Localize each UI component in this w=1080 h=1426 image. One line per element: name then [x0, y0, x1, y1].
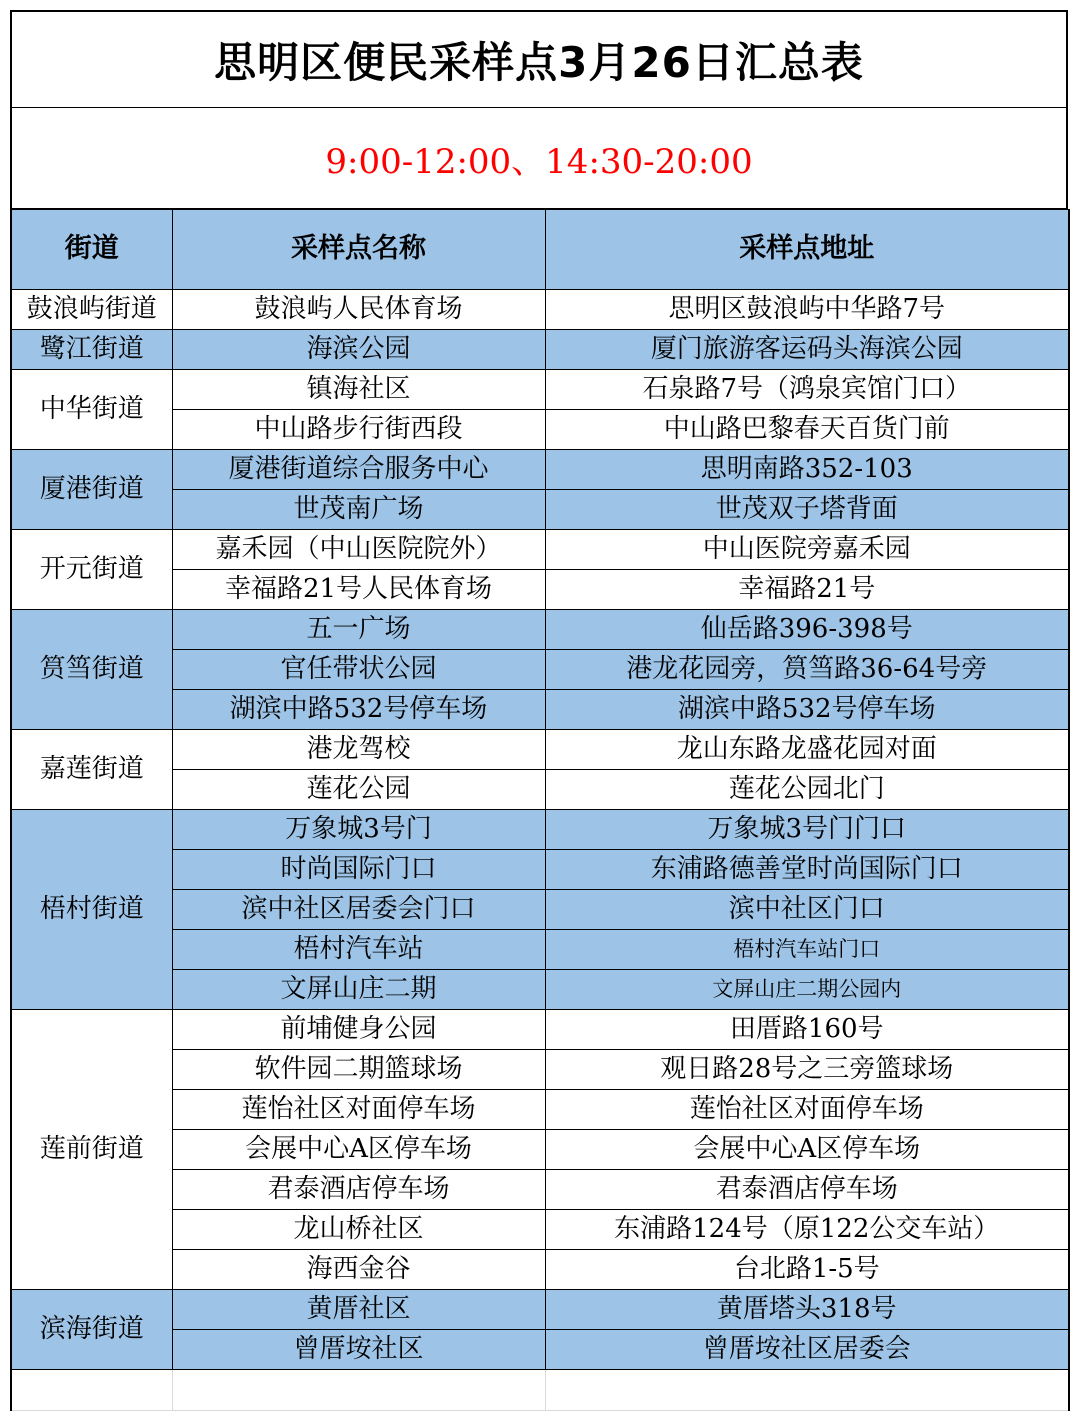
street-cell: 梧村街道 [11, 810, 172, 1010]
table-row [11, 290, 1069, 330]
site-name-cell: 港龙驾校 [172, 730, 545, 770]
site-address-cell: 田厝路160号 [545, 1010, 1069, 1050]
site-name-cell: 梧村汽车站 [172, 930, 545, 970]
empty-cell [545, 1370, 1069, 1411]
street-cell: 鹭江街道 [11, 330, 172, 370]
site-name-cell: 龙山桥社区 [172, 1210, 545, 1250]
street-cell: 厦港街道 [11, 450, 172, 530]
site-name-cell: 君泰酒店停车场 [172, 1170, 545, 1210]
empty-cell [11, 1370, 172, 1411]
site-address-cell: 厦门旅游客运码头海滨公园 [545, 330, 1069, 370]
site-address-cell: 莲怡社区对面停车场 [545, 1090, 1069, 1130]
table-row [11, 370, 1069, 410]
table-row [11, 730, 1069, 770]
site-address-cell: 仙岳路396-398号 [545, 610, 1069, 650]
header-row [11, 210, 1069, 290]
site-address-cell: 中山路巴黎春天百货门前 [545, 410, 1069, 450]
street-cell: 鼓浪屿街道 [11, 290, 172, 330]
site-name-cell: 厦港街道综合服务中心 [172, 450, 545, 490]
site-name-cell: 万象城3号门 [172, 810, 545, 850]
table-row [11, 810, 1069, 850]
site-name-cell: 莲花公园 [172, 770, 545, 810]
site-address-cell: 湖滨中路532号停车场 [545, 690, 1069, 730]
site-address-cell: 滨中社区门口 [545, 890, 1069, 930]
site-name-cell: 时尚国际门口 [172, 850, 545, 890]
site-address-cell: 曾厝垵社区居委会 [545, 1330, 1069, 1370]
table-row [11, 1010, 1069, 1050]
street-cell: 中华街道 [11, 370, 172, 450]
header-street: 街道 [11, 210, 172, 290]
site-address-cell: 台北路1-5号 [545, 1250, 1069, 1290]
site-address-cell: 东浦路德善堂时尚国际门口 [545, 850, 1069, 890]
street-cell: 莲前街道 [11, 1010, 172, 1290]
site-address-cell: 龙山东路龙盛花园对面 [545, 730, 1069, 770]
site-name-cell: 镇海社区 [172, 370, 545, 410]
site-name-cell: 前埔健身公园 [172, 1010, 545, 1050]
site-name-cell: 海滨公园 [172, 330, 545, 370]
empty-cell [172, 1370, 545, 1411]
street-cell: 嘉莲街道 [11, 730, 172, 810]
page-title: 思明区便民采样点3月26日汇总表 [214, 37, 864, 87]
site-address-cell: 幸福路21号 [545, 570, 1069, 610]
site-name-cell: 官任带状公园 [172, 650, 545, 690]
site-address-cell: 黄厝塔头318号 [545, 1290, 1069, 1330]
site-address-cell: 东浦路124号（原122公交车站） [545, 1210, 1069, 1250]
empty-row [11, 1370, 1069, 1411]
table-row [11, 610, 1069, 650]
street-cell: 筼筜街道 [11, 610, 172, 730]
table-row [11, 530, 1069, 570]
site-name-cell: 黄厝社区 [172, 1290, 545, 1330]
site-address-cell: 观日路28号之三旁篮球场 [545, 1050, 1069, 1090]
table-row [11, 450, 1069, 490]
time-row [10, 108, 1068, 209]
site-address-cell: 会展中心A区停车场 [545, 1130, 1069, 1170]
table-body [11, 290, 1069, 1411]
site-address-cell: 石泉路7号（鸿泉宾馆门口） [545, 370, 1069, 410]
sampling-table [10, 209, 1070, 1411]
site-name-cell: 滨中社区居委会门口 [172, 890, 545, 930]
street-cell: 滨海街道 [11, 1290, 172, 1370]
time-range: 9:00-12:00、14:30-20:00 [325, 141, 753, 182]
summary-sheet [10, 10, 1068, 1411]
site-name-cell: 中山路步行街西段 [172, 410, 545, 450]
site-address-cell: 思明区鼓浪屿中华路7号 [545, 290, 1069, 330]
site-name-cell: 五一广场 [172, 610, 545, 650]
site-address-cell: 思明南路352-103 [545, 450, 1069, 490]
header-site-name: 采样点名称 [172, 210, 545, 290]
table-row [11, 1290, 1069, 1330]
site-name-cell: 世茂南广场 [172, 490, 545, 530]
site-name-cell: 软件园二期篮球场 [172, 1050, 545, 1090]
site-name-cell: 鼓浪屿人民体育场 [172, 290, 545, 330]
site-address-cell: 中山医院旁嘉禾园 [545, 530, 1069, 570]
site-name-cell: 莲怡社区对面停车场 [172, 1090, 545, 1130]
site-name-cell: 幸福路21号人民体育场 [172, 570, 545, 610]
site-name-cell: 会展中心A区停车场 [172, 1130, 545, 1170]
site-name-cell: 嘉禾园（中山医院院外） [172, 530, 545, 570]
street-cell: 开元街道 [11, 530, 172, 610]
site-address-cell: 万象城3号门门口 [545, 810, 1069, 850]
site-address-cell: 莲花公园北门 [545, 770, 1069, 810]
site-address-cell: 梧村汽车站门口 [545, 930, 1069, 970]
site-address-cell: 文屏山庄二期公园内 [545, 970, 1069, 1010]
site-name-cell: 海西金谷 [172, 1250, 545, 1290]
site-name-cell: 湖滨中路532号停车场 [172, 690, 545, 730]
site-name-cell: 曾厝垵社区 [172, 1330, 545, 1370]
site-address-cell: 港龙花园旁，筼筜路36-64号旁 [545, 650, 1069, 690]
site-address-cell: 世茂双子塔背面 [545, 490, 1069, 530]
table-row [11, 330, 1069, 370]
site-name-cell: 文屏山庄二期 [172, 970, 545, 1010]
title-row [10, 10, 1068, 108]
header-site-address: 采样点地址 [545, 210, 1069, 290]
site-address-cell: 君泰酒店停车场 [545, 1170, 1069, 1210]
